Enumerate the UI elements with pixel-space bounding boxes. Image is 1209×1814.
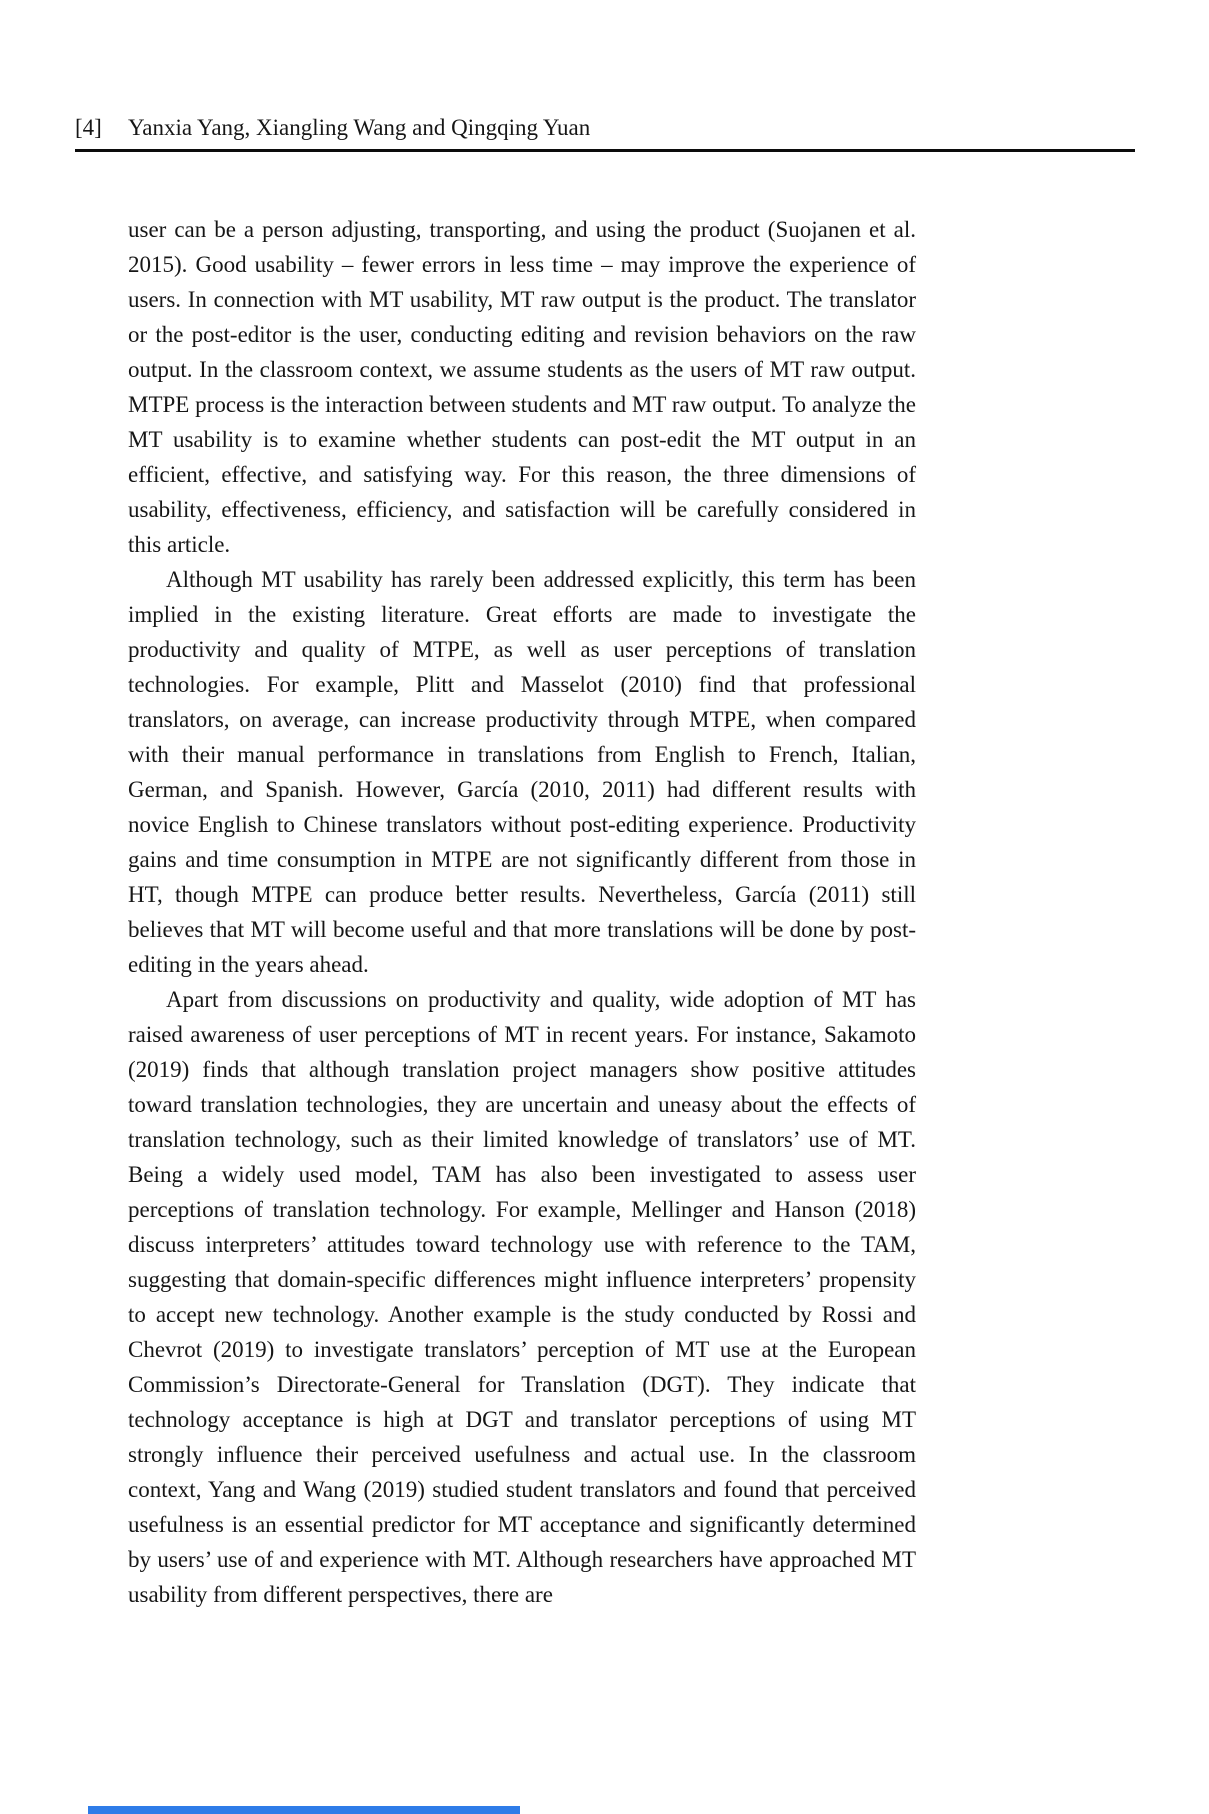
- paragraph-usability-dimensions: user can be a person adjusting, transporting, and using the product (Suojanen et al. 2015). Good usability – fewer errors in less time – may improve the experience of users. In connection with MT usability, MT raw output is the product. The translator or the post-editor is the user, conducting editing and revision behaviors on the raw output. In the classroom context, we assume students as the users of MT raw output. MTPE process is the interaction between students and MT raw output. To analyze the MT usability is to examine whether students can post-edit the MT output in an efficient, effective, and satisfying way. For this reason, the three dimensions of usability, effectiveness, efficiency, and satisfaction will be carefully considered in this article.: [128, 217, 916, 557]
- page-header: [75, 115, 1135, 145]
- paragraph-user-perceptions: Apart from discussions on productivity and quality, wide adoption of MT has raised awareness of user perceptions of MT in recent years. For instance, Sakamoto (2019) finds that although translation project managers show positive attitudes toward translation technologies, they are uncertain and uneasy about the effects of translation technology, such as their limited knowledge of translators’ use of MT. Being a widely used model, TAM has also been investigated to assess user perceptions of translation technology. For example, Mellinger and Hanson (2018) discuss interpreters’ attitudes toward technology use with reference to the TAM, suggesting that domain-specific differences might influence interpreters’ propensity to accept new technology. Another example is the study conducted by Rossi and Chevrot (2019) to investigate translators’ perception of MT use at the European Commission’s Directorate-General for Translation (DGT). They indicate that technology acceptance is high at DGT and translator perceptions of using MT strongly influence their perceived usefulness and actual use. In the classroom context, Yang and Wang (2019) studied student translators and found that perceived usefulness is an essential predictor for MT acceptance and significantly determined by users’ use of and experience with MT. Although researchers have approached MT usability from different perspectives, there are: [128, 987, 916, 1607]
- page-body: [128, 212, 916, 1612]
- running-title: Yanxia Yang, Xiangling Wang and Qingqing Yuan: [128, 115, 591, 140]
- page-number: [4]: [75, 115, 102, 140]
- next-page-edge-strip: [88, 1806, 520, 1814]
- header-rule: [75, 149, 1135, 152]
- paragraph-mt-usability-literature: Although MT usability has rarely been addressed explicitly, this term has been implied in the existing literature. Great efforts are made to investigate the productivity and quality of MTPE, as well as user perceptions of translation technologies. For example, Plitt and Masselot (2010) find that professional translators, on average, can increase productivity through MTPE, when compared with their manual performance in translations from English to French, Italian, German, and Spanish. However, García (2010, 2011) had different results with novice English to Chinese translators without post-editing experience. Productivity gains and time consumption in MTPE are not significantly different from those in HT, though MTPE can produce better results. Nevertheless, García (2011) still believes that MT will become useful and that more translations will be done by post-editing in the years ahead.: [128, 567, 916, 977]
